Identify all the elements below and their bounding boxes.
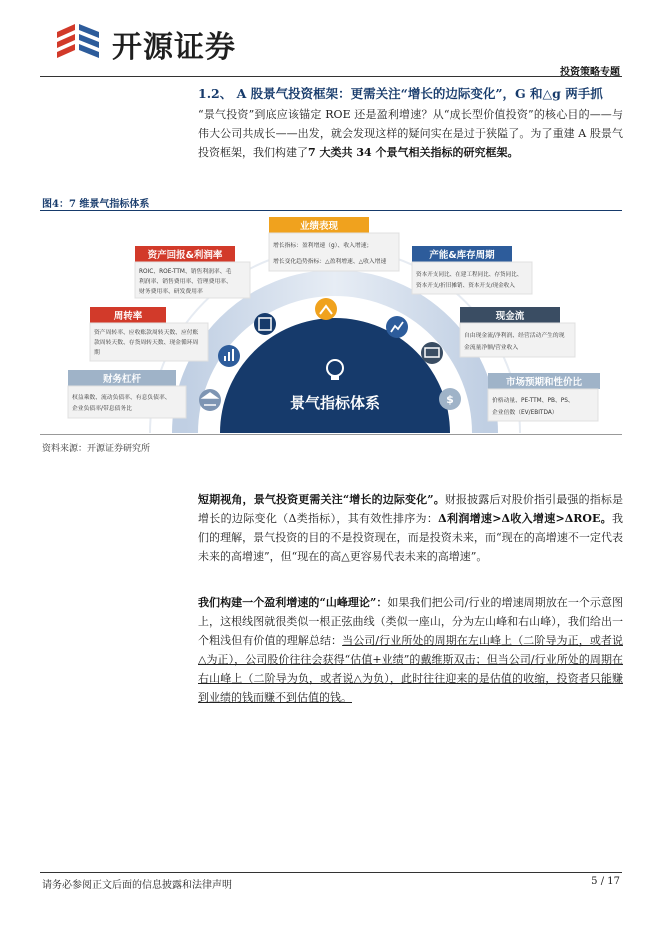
box-title: 资产回报&利润率 xyxy=(147,250,223,261)
box-asset-return xyxy=(135,246,250,298)
dollar-icon xyxy=(439,388,461,410)
box-line: ROIC、ROE-TTM、销售利润率、毛 xyxy=(139,269,232,275)
box-line: 自由现金流/净利润、经营活动产生的现 xyxy=(464,333,565,339)
box-market-expectation xyxy=(488,373,600,421)
figure-caption: 图4：7 维景气指标体系 xyxy=(42,199,150,210)
brand-logo-icon xyxy=(55,22,105,62)
page-number: 5 / 17 xyxy=(591,876,620,887)
box-line: 财务费用率、研发费用率 xyxy=(139,289,203,295)
box-line: 权益乘数、流动负债率、有息负债率、 xyxy=(72,395,171,401)
peak-theory-paragraph: 我们构建一个盈利增速的“山峰理论”：如果我们把公司/行业的增速周期放在一个示意图上，这根线图就很类似一根正弦曲线（类似一座山，分为左山峰和右山峰），我们给出一个粗浅但有价值的理解总结：当公司/行业所处的周期在左山峰上（二阶导为正，或者说△为正），公司股价往往会获得“估值+业绩”的戴维斯双击；但当公司/行业所处的周期在右山峰上（二阶导为负，或者说△为负），此时往往迎来的是估值的收缩，投资者只能赚到业绩的钱而赚不到估值的钱。 xyxy=(198,596,623,704)
box-line: 资本开支同比、在建工程同比、存货同比、 xyxy=(416,272,523,278)
bar-chart-icon xyxy=(218,345,240,367)
box-line: 期 xyxy=(94,350,100,356)
effectiveness-order: Δ利润增速>Δ收入增速>ΔROE。 xyxy=(438,512,612,525)
box-line: 增长指标：盈利增速（g）、收入增速； xyxy=(273,243,373,249)
para2-lead: 短期视角，景气投资更需关注“增长的边际变化”。 xyxy=(198,493,445,506)
monitor-icon xyxy=(421,342,443,364)
calendar-icon xyxy=(254,313,276,335)
box-line: 款周转天数、存货周转天数、现金循环周 xyxy=(94,340,199,346)
box-line: 企业负债率/带息债务比 xyxy=(72,406,132,412)
footer-divider xyxy=(40,872,622,873)
intro-paragraph: “景气投资”到底应该锚定 ROE 还是盈利增速？从“成长型价值投资”的核心目的——与伟大公司共成长——出发，就会发现这样的疑问实在是过于狭隘了。为了重建 A 股景气投资框架，我们构建了7 大类共 34 个景气相关指标的研究框架。 xyxy=(198,108,623,159)
box-line: 企业倍数（EV/EBITDA） xyxy=(492,410,558,416)
footer-disclaimer: 请务必参阅正文后面的信息披露和法律声明 xyxy=(42,880,232,891)
figure-source: 资料来源：开源证券研究所 xyxy=(42,444,151,454)
short-term-paragraph: 短期视角，景气投资更需关注“增长的边际变化”。财报披露后对股价指引最强的指标是增长的边际变化（Δ类指标），其有效性排序为：Δ利润增速>Δ收入增速>ΔROE。我们的理解，景气投资的目的不是投资现在，而是投资未来，而“现在的高增速不一定代表未来的高增速”，但“现在的高△更容易代表未来的高增速”。 xyxy=(198,493,623,563)
underlined-summary: 当公司/行业所处的周期在左山峰上（二阶导为正，或者说△为正），公司股价往往会获得“估值+业绩”的戴维斯双击；但当公司/行业所处的周期在右山峰上（二阶导为负，或者说△为负），此时往往迎来的是估值的收缩，投资者只能赚到业绩的钱而赚不到估值的钱。 xyxy=(198,634,623,704)
box-line: 利润率、销售费用率、管理费用率、 xyxy=(139,279,232,285)
box-title: 产能&库存周期 xyxy=(429,250,495,261)
box-title: 周转率 xyxy=(113,311,143,322)
box-line: 价格动量、PE-TTM、PB、PS、 xyxy=(492,398,574,404)
para3-lead: 我们构建一个盈利增速的“山峰理论”： xyxy=(198,596,388,609)
box-capacity-inventory xyxy=(412,246,532,294)
indicator-system-diagram xyxy=(40,213,622,433)
box-turnover xyxy=(90,307,208,361)
box-cashflow xyxy=(460,307,575,357)
svg-text:$: $ xyxy=(446,393,454,406)
box-leverage xyxy=(68,370,186,418)
section-title: 1.2、 A 股景气投资框架：更需关注“增长的边际变化”，G 和△g 两手抓 xyxy=(198,86,603,101)
figure-bottom-divider xyxy=(40,434,622,435)
bank-icon xyxy=(199,389,221,411)
center-label: 景气指标体系 xyxy=(289,394,381,412)
header-divider xyxy=(40,76,622,77)
box-line: 金流量净额/营业收入 xyxy=(464,345,519,351)
box-performance xyxy=(269,217,399,271)
box-title: 业绩表现 xyxy=(299,221,339,232)
growth-chart-icon xyxy=(386,316,408,338)
box-title: 市场预期和性价比 xyxy=(505,377,583,388)
trend-up-icon xyxy=(315,298,337,320)
box-title: 现金流 xyxy=(495,311,525,322)
box-line: 资产周转率、应收账款周转天数、应付账 xyxy=(94,330,199,336)
box-title: 财务杠杆 xyxy=(102,374,142,385)
report-type: 投资策略专题 xyxy=(560,67,620,78)
brand-name: 开源证券 xyxy=(112,30,236,65)
box-line: 资本开支/折旧摊销、资本开支/现金收入 xyxy=(416,283,515,289)
box-line: 增长变化趋势指标：△盈利增速、△收入增速 xyxy=(273,259,387,265)
figure-top-divider xyxy=(40,210,622,211)
